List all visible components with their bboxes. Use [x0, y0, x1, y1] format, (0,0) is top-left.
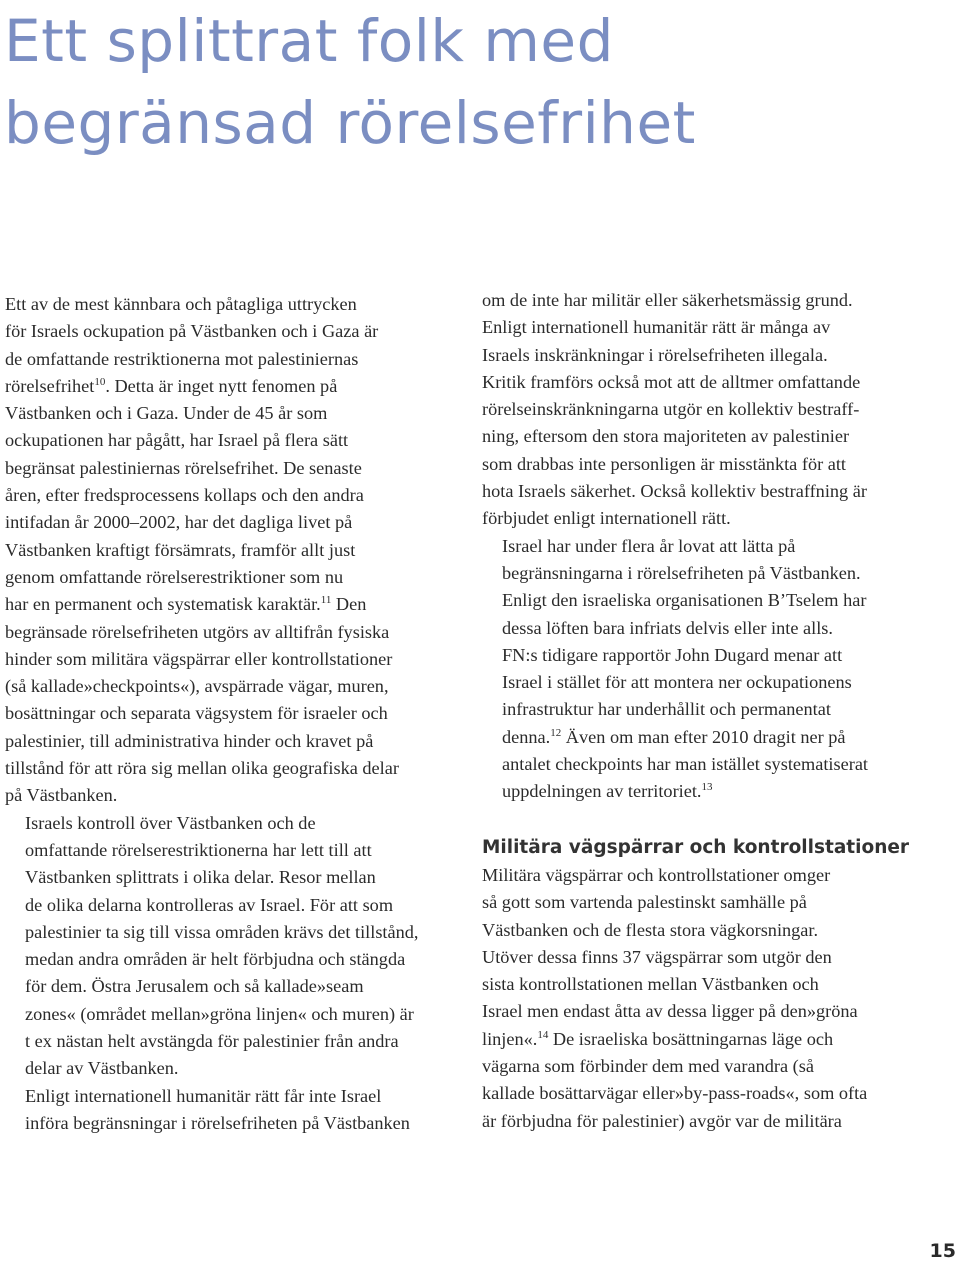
- footnote-ref-13: 13: [701, 781, 713, 794]
- paragraph-right-3: Militära vägspärrar och kontrollstationer omger så gott som vartenda palestinskt samhälle på Västbanken och de flesta stora vägkorsningar. Utöver dessa finns 37 vägspärrar som utgör den sista kontrollstationen mellan Västbanken och Israel men endast åtta av dessa ligger på den»gröna linjen«.$^{14}$ De israeliska bosättningarnas läge och vägarna som förbinder dem med varandra (så kallade bosättarvägar eller»by-pass-roads«, som ofta är förbjudna för palestinier) avgör var de militära: [482, 865, 868, 1131]
- left-column: [5, 291, 455, 1137]
- paragraph-right-2: Israel har under flera år lovat att lätta på begränsningarna i rörelsefriheten på Västbanken. Enligt den israeliska organisationen B’Tselem har dessa löften bara infriats delvis eller inte alls. FN:s tidigare rapportör John Dugard menar att Israel i stället för att montera ner ockupationens infrastruktur har underhållit och permanentat denna.$^{12}$ Även om man efter 2010 dragit ner på antalet checkpoints har man istället systematiserat uppdelningen av territoriet.$^{13}$: [502, 535, 869, 802]
- right-column: [482, 287, 942, 806]
- paragraph-right-1: om de inte har militär eller säkerhetsmässig grund. Enligt internationell humanitär rätt är många av Israels inskränkningar i rörelsefriheten illegala. Kritik framförs också mot att de alltmer omfattande rörelseinskränkningarna utgör en kollektiv bestraff- ning, eftersom den stora majoriteten av palestinier som drabbas inte personligen är misstänkta för att hota Israels säkerhet. Också kollektiv bestraffning är förbjudet enligt internationell rätt.: [482, 290, 867, 529]
- footnote-ref-11: 11: [320, 594, 332, 607]
- section-subheading: Militära vägspärrar och kontrollstationer: [482, 837, 910, 858]
- paragraph-left-1: Ett av de mest kännbara och påtagliga uttrycken för Israels ockupation på Västbanken och i Gaza är de omfattande restriktionerna mot palestiniernas rörelsefrihet$^{10}$. Detta är inget nytt fenomen på Västbanken och i Gaza. Under de 45 år som ockupationen har pågått, har Israel på flera sätt begränsat palestiniernas rörelsefrihet. De senaste åren, efter fredsprocessens kollaps och den andra intifadan år 2000–2002, har det dagliga livet på Västbanken kraftigt försämrats, framför allt just genom omfattande rörelserestriktioner som nu har en permanent och systematisk karaktär.$^{11}$ Den begränsade rörelsefriheten utgörs av alltifrån fysiska hinder som militära vägspärrar eller kontrollstationer (så kallade»checkpoints«), avspärrade vägar, muren, bosättningar och separata vägsystem för israeler och palestinier, till administrativa hinder och kravet på tillstånd för att röra sig mellan olika geografiska delar på Västbanken.: [5, 294, 399, 806]
- paragraph-left-2: Israels kontroll över Västbanken och de omfattande rörelserestriktionerna har lett till att Västbanken splittrats i olika delar. Resor mellan de olika delarna kontrolleras av Israel. För att som palestinier ta sig till vissa områden krävs det tillstånd, medan andra områden är helt förbjudna och stängda för dem. Östra Jerusalem och så kallade»seam zones« (området mellan»gröna linjen« och muren) är t ex nästan helt avstängda för palestinier från andra delar av Västbanken.: [25, 812, 419, 1079]
- page-title: [4, 0, 944, 164]
- footnote-ref-10: 10: [94, 375, 106, 388]
- page-title-line-1: Ett splittrat folk med: [4, 7, 614, 75]
- right-column-section: [482, 862, 942, 1135]
- page-title-line-2: begränsad rörelsefrihet: [4, 89, 696, 157]
- page-number: 15: [929, 1240, 956, 1262]
- footnote-ref-12: 12: [550, 726, 562, 739]
- footnote-ref-14: 14: [537, 1028, 549, 1041]
- paragraph-left-3: Enligt internationell humanitär rätt får inte Israel införa begränsningar i rörelsefriheten på Västbanken: [25, 1085, 410, 1133]
